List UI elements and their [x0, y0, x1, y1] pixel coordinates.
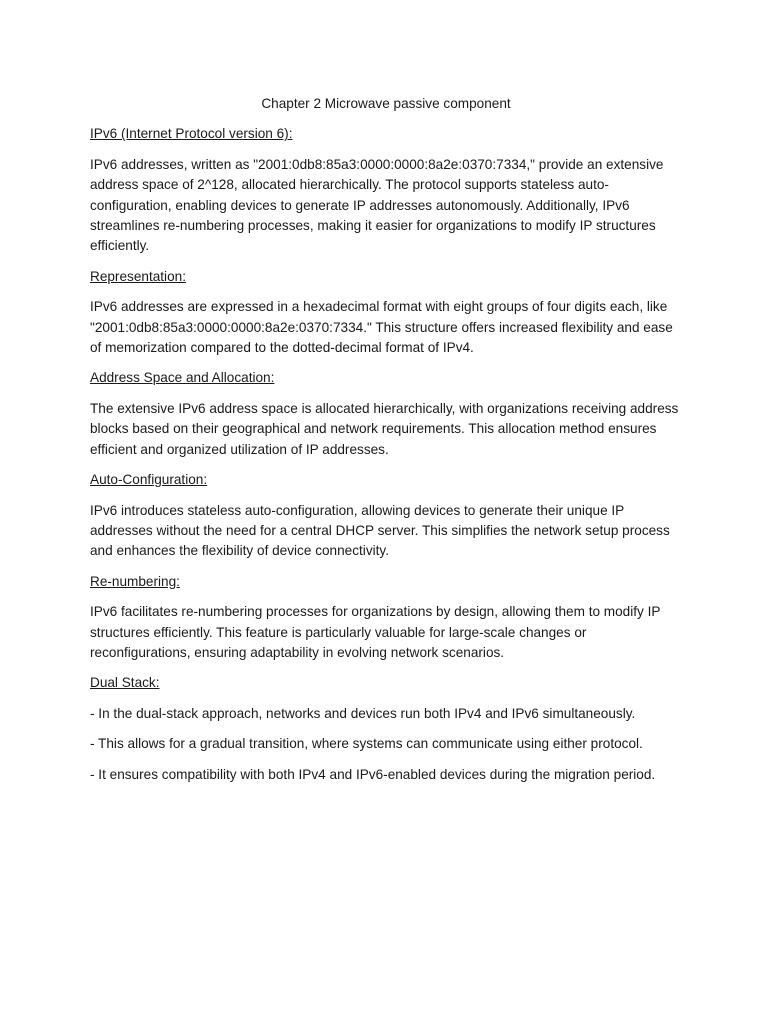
dual-stack-bullet: - It ensures compatibility with both IPv4 and IPv6-enabled devices during the migration period.	[90, 766, 656, 782]
section-body-ipv6: IPv6 addresses, written as "2001:0db8:85a3:0000:0000:8a2e:0370:7334," provide an extensive address space of 2^128, allocated hierarchically. The protocol supports stateless auto-configuration, enabling devices to generate IP addresses autonomously. Additionally, IPv6 streamlines re-numbering processes, making it easier for organizations to modify IP structures efficiently.	[90, 156, 664, 254]
section-heading-renumbering: Re-numbering:	[90, 573, 180, 589]
section-heading-ipv6: IPv6 (Internet Protocol version 6):	[90, 126, 293, 142]
section-body-renumbering: IPv6 facilitates re-numbering processes for organizations by design, allowing them to modify IP structures efficiently. This feature is particularly valuable for large-scale changes or reconfigurations, ensuring adaptability in evolving network scenarios.	[90, 604, 661, 660]
section-heading-auto-configuration: Auto-Configuration:	[90, 472, 208, 488]
section-heading-representation: Representation:	[90, 268, 186, 284]
section-body-representation: IPv6 addresses are expressed in a hexadecimal format with eight groups of four digits each, like "2001:0db8:85a3:0000:0000:8a2e:0370:7334." This structure offers increased flexibility and ease of memorization compared to the dotted-decimal format of IPv4.	[90, 299, 673, 356]
dual-stack-bullet: - In the dual-stack approach, networks and devices run both IPv4 and IPv6 simultaneously.	[90, 705, 636, 721]
section-body-auto-configuration: IPv6 introduces stateless auto-configuration, allowing devices to generate their unique IP addresses without the need for a central DHCP server. This simplifies the network setup process and enhances the flexibility of device connectivity.	[90, 502, 670, 559]
section-body-address-space: The extensive IPv6 address space is allocated hierarchically, with organizations receiving address blocks based on their geographical and network requirements. This allocation method ensures efficient and organized utilization of IP addresses.	[90, 400, 679, 457]
dual-stack-bullet: - This allows for a gradual transition, where systems can communicate using either protocol.	[90, 736, 643, 752]
document-page	[90, 94, 682, 795]
section-heading-address-space: Address Space and Allocation:	[90, 370, 275, 386]
document-title: Chapter 2 Microwave passive component	[261, 96, 511, 111]
section-heading-dual-stack: Dual Stack:	[90, 675, 160, 691]
